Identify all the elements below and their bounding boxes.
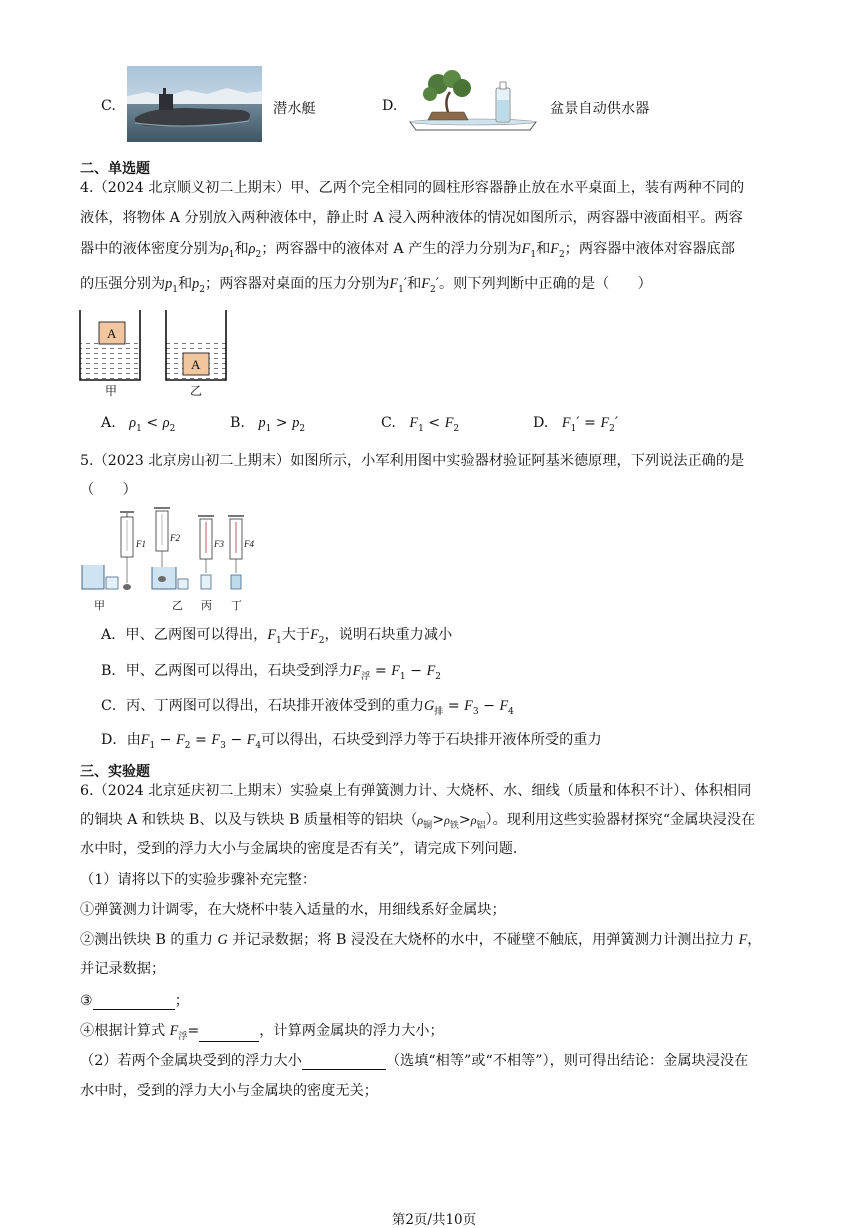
q6-step4: ④根据计算式 $F_浮=$ ，计算两金属块的浮力大小； [80,1023,444,1042]
q5-option-a[interactable]: A．甲、乙两图可以得出，$F_1$大于$F_2$，说明石块重力减小 [101,627,453,646]
figure-label-bing-5: 丙 [201,599,212,612]
formula-blank[interactable] [199,1027,259,1042]
q5-line2: （ ） [80,482,137,498]
gauge-label-f3: F3 [214,539,224,549]
option-c-letter: C. [101,98,116,114]
q5-archimedes-figure [80,505,270,613]
section-title-single-choice: 二、单选题 [80,161,150,177]
q4-line2: 液体，将物体 A 分别放入两种液体中，静止时 A 浸入两种液体的情况如图所示，两容器中液面相平。两容 [80,210,743,226]
q6-part1: （1）请将以下的实验步骤补充完整： [80,872,317,888]
bonsai-water-dispenser [408,70,538,136]
q6-line3: 水中时，受到的浮力大小与金属块的密度是否有关”，请完成下列问题． [80,841,528,857]
section-title-experiment: 三、实验题 [80,764,150,780]
q6-step3: ③ ； [80,993,189,1009]
gauge-label-f4: F4 [244,539,254,549]
q5-line1: 5.（2023 北京房山初二上期末）如图所示，小军利用图中实验器材验证阿基米德原理，下列说法正确的是 [80,453,745,469]
q6-line1: 6.（2024 北京延庆初二上期末）实验桌上有弹簧测力计、大烧杯、水、细线（质量和体积不计）、体积相同 [80,783,752,799]
q6-part2: （2）若两个金属块受到的浮力大小 （选填“相等”或“不相等”），则可得出结论：金属块浸没在 [80,1053,749,1069]
q4-option-c[interactable]: C. $F_1 < F_2$ [381,415,460,434]
q5-option-d[interactable]: D．由$F_1 - F_2 = F_3 - F_4$可以得出，石块受到浮力等于石块排开液体所受的重力 [101,732,602,751]
q5-option-b[interactable]: B．甲、乙两图可以得出，石块受到浮力$F_浮 = F_1 - F_2$ [101,663,441,682]
figure-label-jia-5: 甲 [94,599,105,612]
q6-step1: ①弹簧测力计调零，在大烧杯中装入适量的水，用细线系好金属块； [80,902,506,918]
gauge-label-f2: F2 [170,533,180,543]
option-d-label: 盆景自动供水器 [550,101,650,117]
q6-step2: ②测出铁块 B 的重力 G 并记录数据；将 B 浸没在大烧杯的水中，不碰壁不触底，用弹簧测力计测出拉力 F， [80,932,762,948]
option-c-label: 潜水艇 [273,101,316,117]
part2-blank[interactable] [302,1055,386,1070]
q4-line1: 4.（2024 北京顺义初二上期末）甲、乙两个完全相同的圆柱形容器静止放在水平桌面上，装有两种不同的 [80,180,745,196]
option-d-letter: D. [382,98,398,114]
q4-option-a[interactable]: A. $\rho_1 < \rho_2$ [101,415,176,434]
q6-part2-cont: 水中时，受到的浮力大小与金属块的密度无关； [80,1083,378,1099]
figure-label-yi-5: 乙 [172,599,183,612]
q5-option-c[interactable]: C．丙、丁两图可以得出，石块排开液体受到的重力$G_排 = F_3 - F_4$ [101,698,514,717]
q4-line4: 的压强分别为$p_1$和$p_2$；两容器对桌面的压力分别为$F_1'$和$F_2'$。则下列判断中正确的是（ ） [80,276,652,295]
figure-label-yi: 乙 [190,384,203,398]
q4-containers-figure [78,306,238,398]
step3-blank[interactable] [93,995,175,1010]
figure-label-ding-5: 丁 [231,599,242,612]
q4-option-b[interactable]: B. $p_1 > p_2$ [230,415,306,434]
submarine-photo [127,66,262,142]
q6-line2: 的铜块 A 和铁块 B、以及与铁块 B 质量相等的铝块$(\rho_铜>\rho_铁>\rho_铝)$。现利用这些实验器材探究“金属块浸没在 [80,812,756,831]
block-a-label-yi: A [191,357,201,372]
block-a-label-jia: A [107,326,117,341]
q4-option-d[interactable]: D. $F_1' = F_2'$ [533,415,619,434]
page-number: 第2页/共10页 [391,1212,477,1228]
figure-label-jia: 甲 [105,384,118,398]
gauge-label-f1: F1 [136,539,146,549]
q4-line3: 器中的液体密度分别为$\rho_1$和$\rho_2$；两容器中的液体对 A 产生的浮力分别为$F_1$和$F_2$；两容器中液体对容器底部 [80,241,735,260]
q6-step2-cont: 并记录数据； [80,961,166,977]
